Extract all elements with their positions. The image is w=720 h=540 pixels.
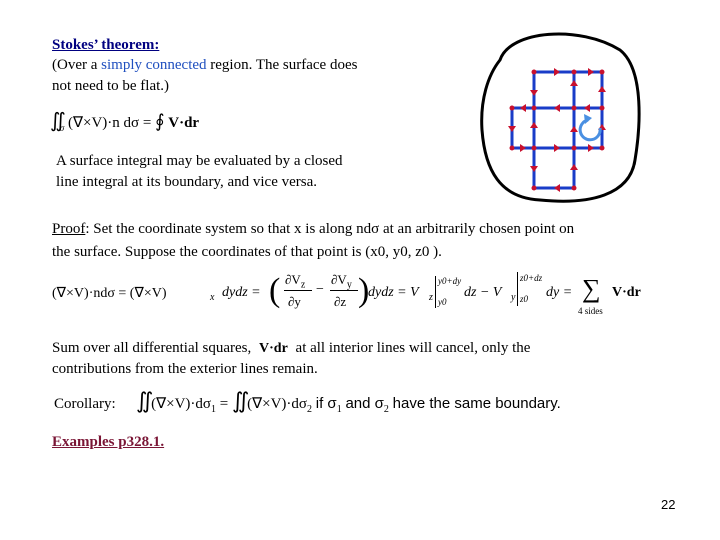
- eq2-term2-sub: y: [511, 292, 516, 303]
- corollary-tail: have the same boundary.: [392, 395, 561, 412]
- summation-icon: ∑: [582, 274, 601, 303]
- subtitle-text: (Over a: [52, 57, 102, 73]
- eq2-dydz: dydz =: [222, 285, 261, 300]
- statement-line-1: A surface integral may be evaluated by a closed: [56, 153, 343, 169]
- arrow-icon: [530, 90, 538, 96]
- arrow-icon: [520, 144, 526, 152]
- corollary-if: if σ: [315, 395, 337, 412]
- eval1-top: y0+dy: [438, 276, 462, 286]
- eq2-minus: −: [316, 282, 324, 297]
- eq2-lhs-sub: x: [210, 292, 215, 303]
- arrow-icon: [584, 104, 590, 112]
- arrow-icon: [554, 68, 560, 76]
- closed-integral-icon: ∮: [155, 111, 165, 131]
- sigma-subscript: σ: [59, 123, 65, 133]
- arrow-icon: [554, 184, 560, 192]
- inline-v-dr: V·dr: [259, 341, 288, 356]
- equals-sign: =: [142, 115, 152, 131]
- frac1-num-text: ∂V: [285, 272, 301, 287]
- slide-title: Stokes’ theorem:: [52, 37, 160, 53]
- proof-equation: [52, 270, 682, 320]
- corollary-and-sub: 2: [383, 404, 389, 415]
- eval-bar-1: [435, 276, 436, 308]
- corollary-equation: [136, 388, 561, 415]
- sum-line-2: contributions from the exterior lines remain.: [52, 361, 318, 377]
- proof-line-2: the surface. Suppose the coordinates of that point is (x0, y0, z0 ).: [52, 244, 442, 260]
- eq2-term2: dz − V: [464, 285, 502, 300]
- stokes-equation: [50, 108, 199, 133]
- arrow-icon: [530, 122, 538, 128]
- eq2-term3: dy =: [546, 285, 573, 300]
- eq2-term1-sub: z: [429, 292, 433, 303]
- double-integral-icon: ∬: [136, 388, 148, 413]
- frac1-bar: [284, 290, 312, 291]
- subtitle-text-post: region. The surface does: [206, 57, 358, 73]
- eq2-rhs: V·dr: [612, 285, 641, 300]
- arrow-icon: [554, 104, 560, 112]
- arrow-icon: [508, 126, 516, 132]
- frac2-num-sub: y: [346, 279, 352, 291]
- arrow-icon: [554, 144, 560, 152]
- page-number: 22: [661, 497, 676, 512]
- eval2-top: z0+dz: [520, 273, 543, 283]
- proof-text: : Set the coordinate system so that x is along ndσ at an arbitrarily chosen point on: [85, 221, 575, 237]
- corollary-expr-1: (∇×V)·dσ: [151, 396, 212, 412]
- subtitle-line-1: [52, 55, 357, 75]
- surface-boundary-curve: [482, 34, 639, 201]
- eq2-lhs: (∇×V)·ndσ = (∇×V): [52, 286, 167, 301]
- arrow-icon: [570, 126, 578, 132]
- double-integral-icon: ∬: [50, 110, 60, 132]
- frac1-num: [285, 272, 305, 291]
- corollary-equals: =: [219, 396, 229, 412]
- sum-label: 4 sides: [578, 306, 603, 316]
- eq2-term1: dydz = V: [368, 285, 419, 300]
- frac2-num: [331, 272, 352, 291]
- arrow-icon: [588, 144, 594, 152]
- arrow-icon: [588, 68, 594, 76]
- sum-text-post: at all interior lines will cancel, only the: [295, 340, 531, 356]
- proof-line-1: [52, 219, 574, 239]
- eval1-bot: y0: [438, 297, 447, 307]
- proof-label: Proof: [52, 221, 86, 237]
- arrow-icon: [520, 104, 526, 112]
- frac2-num-text: ∂V: [331, 272, 347, 287]
- corollary-expr-2: (∇×V)·dσ: [247, 396, 307, 412]
- line-integrand: V·dr: [168, 115, 200, 131]
- frac1-den: ∂y: [288, 294, 301, 309]
- corollary-and: and σ: [345, 395, 384, 412]
- eval-bar-2: [517, 272, 518, 306]
- arrow-icon: [570, 80, 578, 86]
- corollary-sub-2: 2: [307, 404, 312, 415]
- grid-vertices: [510, 70, 605, 191]
- arrow-icon: [570, 164, 578, 170]
- sum-text-pre: Sum over all differential squares,: [52, 340, 252, 356]
- stokes-grid-diagram: [470, 20, 650, 210]
- frac2-bar: [330, 290, 358, 291]
- statement-line-2: line integral at its boundary, and vice versa.: [56, 174, 318, 190]
- double-integral-icon: ∬: [231, 388, 244, 413]
- corollary-if-sub: 1: [336, 404, 342, 415]
- arrows: [508, 68, 606, 192]
- examples-link[interactable]: Examples p328.1.: [52, 434, 165, 450]
- simply-connected-highlight: simply connected: [101, 57, 207, 73]
- corollary-label: Corollary:: [54, 396, 116, 412]
- frac1-num-sub: z: [300, 279, 306, 291]
- left-paren: (: [269, 272, 281, 309]
- corollary-sub-1: 1: [211, 404, 217, 415]
- right-paren: ): [358, 272, 370, 309]
- frac2-den: ∂z: [334, 294, 347, 309]
- eval2-bot: z0: [520, 294, 529, 304]
- rotation-icon: [580, 114, 600, 140]
- grid-lines: [512, 72, 602, 188]
- surface-integrand: (∇×V)·n dσ: [67, 115, 140, 131]
- subtitle-line-2: not need to be flat.): [52, 78, 170, 94]
- sum-line-1: [52, 338, 530, 359]
- arrow-icon: [598, 86, 606, 92]
- arrow-icon: [530, 166, 538, 172]
